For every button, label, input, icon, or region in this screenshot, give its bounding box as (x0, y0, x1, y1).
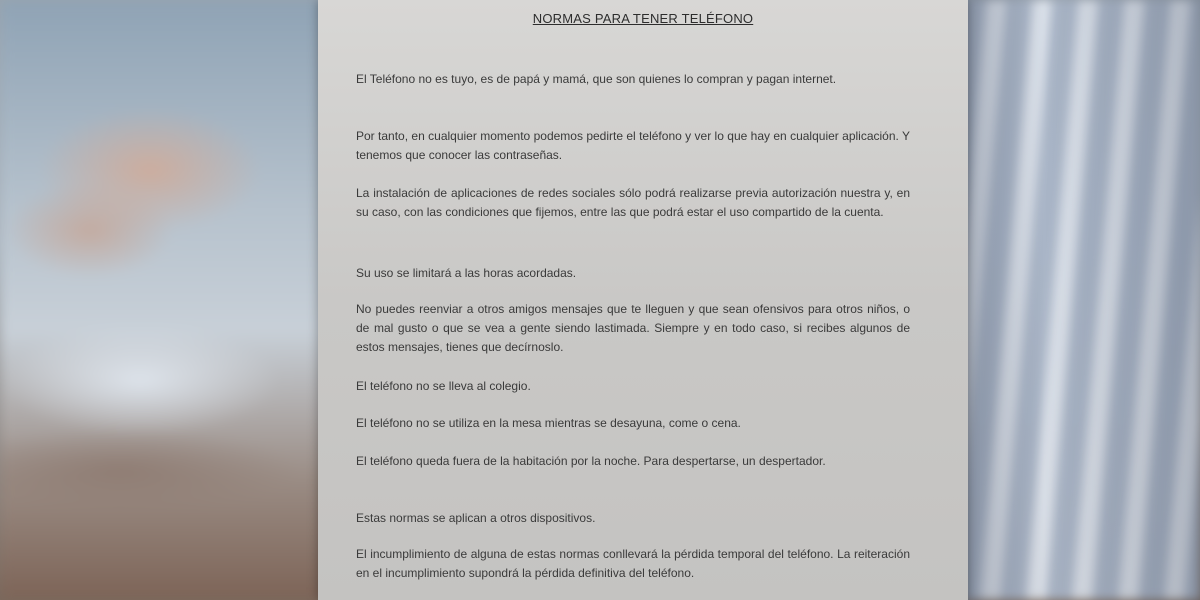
rule-paragraph: El teléfono no se lleva al colegio. (356, 379, 531, 393)
rule-paragraph: El incumplimiento de alguna de estas normas conllevará la pérdida temporal del teléfono. La reiteración en el incumplimiento supondrá la pérdida definitiva del teléfono. (356, 547, 910, 580)
rule-paragraph: Por tanto, en cualquier momento podemos pedirte el teléfono y ver lo que hay en cualquier aplicación. Y tenemos que conocer las contraseñas. (356, 129, 910, 162)
rule-paragraph: El Teléfono no es tuyo, es de papá y mamá, que son quienes lo compran y pagan internet. (356, 72, 837, 86)
rule-paragraph: No puedes reenviar a otros amigos mensajes que te lleguen y que sean ofensivos para otros niños, o de mal gusto o que se vea a gente siendo lastimada. Siempre y en todo caso, si recibes algunos de estos mensajes, tienes que decírnoslo. (356, 302, 910, 354)
rule-paragraph: El teléfono no se utiliza en la mesa mientras se desayuna, come o cena. (356, 416, 741, 430)
rules-sheet (318, 0, 968, 600)
background-shade (960, 0, 1200, 600)
blurred-hand-background (0, 0, 330, 600)
document-title: NORMAS PARA TENER TELÉFONO (532, 11, 754, 26)
rule-paragraph: Su uso se limitará a las horas acordadas. (356, 266, 577, 280)
rule-paragraph: El teléfono queda fuera de la habitación por la noche. Para despertarse, un despertador. (356, 454, 826, 468)
rule-paragraph: Estas normas se aplican a otros dispositivos. (356, 511, 596, 525)
rule-paragraph: La instalación de aplicaciones de redes sociales sólo podrá realizarse previa autorización nuestra y, en su caso, con las condiciones que fijemos, entre las que podrá estar el uso compartido de la cuenta. (356, 186, 910, 219)
